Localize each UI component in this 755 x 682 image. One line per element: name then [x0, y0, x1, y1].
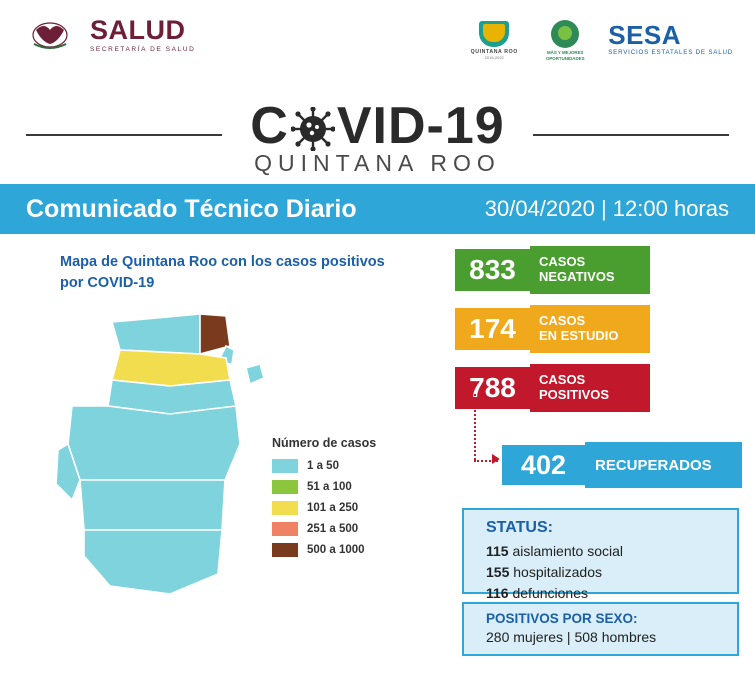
stat-label: [530, 364, 650, 412]
map-legend: [272, 436, 376, 564]
status-line-text: defunciones: [512, 585, 588, 601]
stat-number: 833: [452, 246, 530, 294]
sexo-line: 280 mujeres | 508 hombres: [486, 629, 657, 645]
covid-title-left: C: [250, 97, 289, 155]
stat-label: [530, 246, 650, 294]
covid-title-right: VID-19: [336, 97, 505, 155]
quintana-roo-logo: [466, 21, 522, 60]
sesa-subtitle: SERVICIOS ESTATALES DE SALUD: [608, 49, 733, 57]
legend-item: [272, 501, 376, 515]
recuperados-number: 402: [499, 442, 585, 488]
quintana-roo-map: [50, 294, 310, 614]
salud-logo: [22, 16, 195, 54]
comunicado-date: 30/04/2020 | 12:00 horas: [484, 196, 729, 221]
status-title: STATUS:: [486, 519, 553, 536]
stat-recuperados: [499, 442, 742, 488]
stat-label-line1: CASOS: [539, 372, 586, 388]
eagle-emblem-icon: [22, 16, 78, 54]
covid-title: [0, 96, 755, 156]
stat-label-line1: CASOS: [539, 313, 586, 329]
salud-wordmark: [90, 14, 196, 54]
status-line: [486, 583, 737, 604]
stat-number: 174: [452, 305, 530, 353]
comunicado-bar: [0, 184, 755, 234]
legend-item: [272, 480, 376, 494]
virus-icon: [291, 104, 335, 148]
stat-label-line2: EN ESTUDIO: [539, 328, 619, 343]
legend-item: [272, 522, 376, 536]
legend-title: Número de casos: [272, 436, 377, 450]
right-logos: [466, 16, 733, 61]
legend-label: 51 a 100: [307, 481, 352, 493]
status-line-number: 155: [486, 564, 510, 580]
status-box: [462, 508, 739, 601]
connector-line-vertical: [474, 394, 476, 460]
stat-label: [530, 305, 650, 353]
stat-label-line2: NEGATIVOS: [539, 269, 615, 284]
qroo-logo-name: QUINTANA ROO: [470, 49, 518, 55]
stat-casos-en-estudio: [452, 305, 650, 353]
map-title: Mapa de Quintana Roo con los casos positivos por COVID-19: [60, 254, 385, 292]
sesa-title: SESA: [608, 20, 682, 51]
legend-swatch: [272, 480, 298, 494]
stats-column: [452, 246, 742, 645]
legend-label: 1 a 50: [307, 460, 339, 472]
legend-label: 251 a 500: [307, 523, 359, 535]
status-line: [486, 541, 737, 562]
status-line: [486, 562, 737, 583]
legend-swatch: [272, 501, 298, 515]
qroo-logo-years: 2016-2022: [484, 55, 504, 60]
stat-casos-negativos: [452, 246, 650, 294]
sexo-title: POSITIVOS POR SEXO:: [486, 611, 638, 626]
status-line-number: 116: [486, 585, 509, 601]
status-line-text: aislamiento social: [512, 543, 623, 559]
legend-item: [272, 543, 376, 557]
covid-title-block: [0, 88, 755, 184]
leaf-circle-icon: [551, 20, 579, 48]
sesa-logo: [608, 22, 733, 58]
shield-icon: [479, 21, 509, 47]
covid-subtitle: QUINTANA ROO: [254, 150, 501, 176]
mmo-logo-text: MÁS Y MEJORES OPORTUNIDADES: [545, 50, 585, 61]
mas-y-mejores-oportunidades-logo: [536, 20, 594, 61]
stat-label-line2: POSITIVOS: [539, 387, 610, 402]
stat-label-line1: CASOS: [539, 254, 586, 270]
positivos-por-sexo-box: [462, 602, 739, 656]
status-line-number: 115: [486, 543, 509, 559]
legend-item: [272, 459, 376, 473]
salud-title: SALUD: [90, 14, 186, 45]
page-header: [0, 0, 755, 88]
legend-swatch: [272, 543, 298, 557]
stat-casos-positivos: [452, 364, 650, 412]
salud-subtitle: SECRETARÍA DE SALUD: [90, 45, 196, 53]
main-content: [0, 234, 755, 645]
stat-number: 788: [452, 364, 530, 412]
recuperados-label: RECUPERADOS: [595, 456, 712, 474]
legend-swatch: [272, 459, 298, 473]
status-line-text: hospitalizados: [513, 564, 602, 580]
legend-label: 500 a 1000: [307, 544, 365, 556]
legend-swatch: [272, 522, 298, 536]
comunicado-title: Comunicado Técnico Diario: [26, 194, 357, 223]
legend-label: 101 a 250: [307, 502, 359, 514]
